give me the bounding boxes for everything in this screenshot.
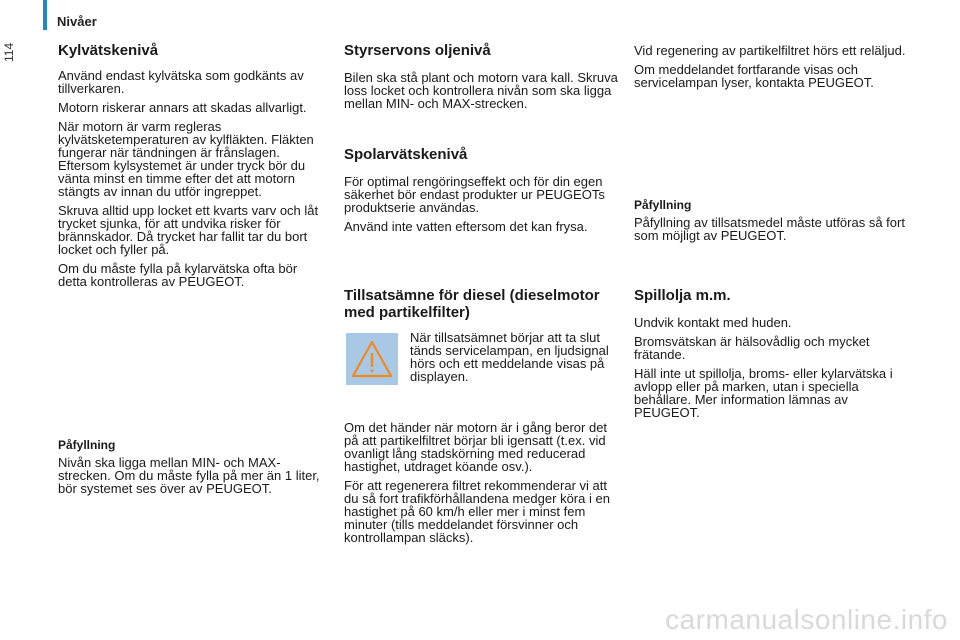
section-accent-bar [43,0,47,30]
additive-p2: För att regenerera filtret rekommenderar vi att du så fort trafikförhållandena medger köra i en hastighet på 60 km/h eller mer i minst fem minuter (tills meddelandet försvinner och kontrollampan släcks). [344,478,610,545]
warning-text-block [410,331,610,389]
washer-fluid-p1: För optimal rengöringseffekt och för din egen säkerhet bör endast produkter ur PEUGEOTs produktserie användas. [344,174,605,215]
additive-refill-text: Påfyllning av tillsatsmedel måste utföras så fort som möjligt av PEUGEOT. [634,215,905,243]
watermark: carmanualsonline.info [665,604,948,635]
additive-refill-heading: Påfyllning [634,198,692,212]
coolant-refill-heading: Påfyllning [58,438,116,452]
contact-peugeot-text: Om meddelandet fortfarande visas och servicelampan lyser, kontakta PEUGEOT. [634,62,874,90]
waste-oil-p1: Undvik kontakt med huden. [634,315,792,330]
column-1-refill [58,438,328,501]
coolant-p2: Motorn riskerar annars att skadas allvarligt. [58,100,307,115]
coolant-p4: Skruva alltid upp locket ett kvarts varv och låt trycket sjunka, för att undvika risker för brännskador. Då trycket har fallit tar du bort locket och fyller på. [58,203,319,257]
diesel-additive-heading: Tillsatsämne för diesel (dieselmotor med partikelfilter) [344,287,600,321]
column-3-refill [634,198,906,248]
section-title: Nivåer [57,14,97,29]
coolant-p5: Om du måste fylla på kylarvätska ofta bör detta kontrolleras av PEUGEOT. [58,261,298,289]
column-3 [634,44,906,95]
warning-box [346,333,398,385]
page-number: 114 [2,42,16,62]
washer-fluid-p2: Använd inte vatten eftersom det kan frysa. [344,219,588,234]
waste-oil-p3: Häll inte ut spillolja, broms- eller kylarvätska i avlopp eller på marken, utan i speciella behållare. Mer information lämnas av PEUGEOT. [634,366,893,420]
column-2-additive [344,287,620,331]
coolant-heading: Kylvätskenivå [58,42,159,59]
relay-sound-text: Vid regenering av partikelfiltret hörs ett reläljud. [634,43,906,58]
washer-fluid-heading: Spolarvätskenivå [344,146,468,163]
column-3-waste-oil [634,287,906,425]
waste-oil-p2: Bromsvätskan är hälsovådlig och mycket frätande. [634,334,870,362]
power-steering-text: Bilen ska stå plant och motorn vara kall. Skruva loss locket och kontrollera nivån som ska ligga mellan MIN- och MAX-strecken. [344,70,618,111]
column-2 [344,42,620,116]
warning-triangle-icon [346,333,398,385]
column-2-washer [344,146,620,239]
power-steering-heading: Styrservons oljenivå [344,42,491,59]
additive-p1: Om det händer när motorn är i gång beror det på att partikelfiltret börjar bli igensatt (t.ex. vid ovanligt lång stadskörning med reducerad hastighet, utdraget köande osv.). [344,420,608,474]
warning-text: När tillsatsämnet börjar att ta slut tänds servicelampan, en ljudsignal hörs och ett meddelande visas på displayen. [410,330,609,384]
column-2-regeneration [344,421,620,550]
waste-oil-heading: Spillolja m.m. [634,287,731,304]
coolant-p3: När motorn är varm regleras kylvätsketemperaturen av kylfläkten. Fläkten fungerar när tändningen är frånslagen. Eftersom kylsystemet är under tryck bör du vänta minst en timme efter det att motorn stängts av innan du utför ingreppet. [58,119,314,199]
coolant-p1: Använd endast kylvätska som godkänts av tillverkaren. [58,68,304,96]
coolant-refill-text: Nivån ska ligga mellan MIN- och MAX-strecken. Om du måste fylla på mer än 1 liter, bör systemet ses över av PEUGEOT. [58,455,320,496]
column-1 [58,42,328,294]
